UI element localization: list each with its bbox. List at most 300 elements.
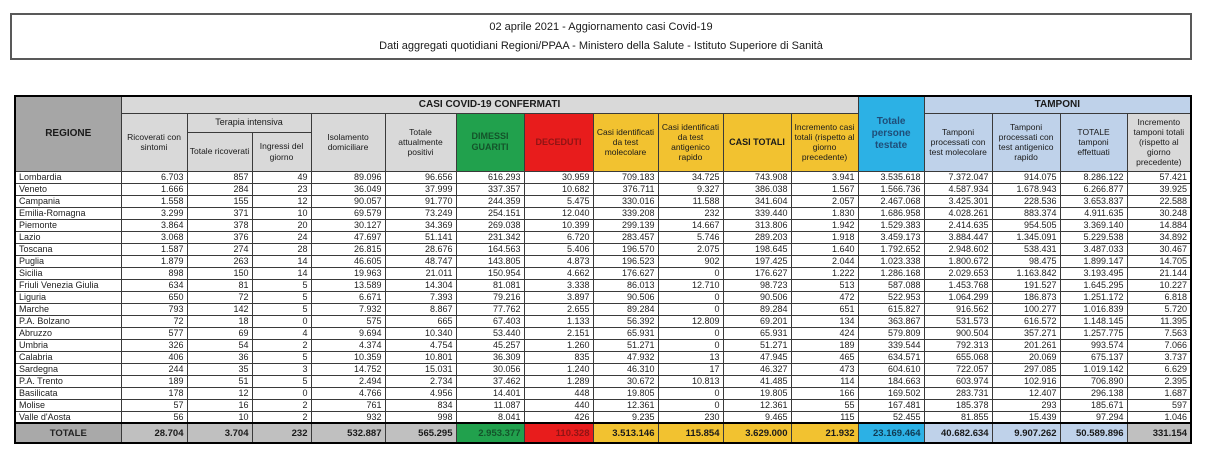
value-cell: 12.361 — [723, 399, 791, 411]
table-row — [15, 387, 1191, 399]
value-cell: 100.277 — [992, 303, 1060, 315]
value-cell: 89.284 — [723, 303, 791, 315]
value-cell: 49 — [252, 171, 311, 183]
value-cell: 0 — [658, 303, 723, 315]
value-cell: 448 — [524, 387, 593, 399]
value-cell: 0 — [658, 327, 723, 339]
table-row — [15, 183, 1191, 195]
value-cell: 56.392 — [593, 315, 658, 327]
value-cell: 1.686.958 — [858, 207, 924, 219]
value-cell: 834 — [385, 399, 456, 411]
value-cell: 4.956 — [385, 387, 456, 399]
value-cell: 30.248 — [1127, 207, 1191, 219]
header-band-casi-confermati: CASI COVID-19 CONFERMATI — [121, 96, 858, 113]
value-cell: 1.800.672 — [924, 255, 992, 267]
value-cell: 0 — [252, 387, 311, 399]
header-isolamento: Isolamento domiciliare — [311, 113, 385, 171]
value-cell: 35 — [187, 363, 252, 375]
value-cell: 993.574 — [1060, 339, 1127, 351]
value-cell: 30.959 — [524, 171, 593, 183]
value-cell: 3 — [252, 363, 311, 375]
value-cell: 1.023.338 — [858, 255, 924, 267]
value-cell: 98.723 — [723, 279, 791, 291]
value-cell: 89.284 — [593, 303, 658, 315]
value-cell: 1.286.168 — [858, 267, 924, 279]
value-cell: 604.610 — [858, 363, 924, 375]
header-terapia-intensiva: Terapia intensiva — [187, 113, 311, 132]
value-cell: 857 — [187, 171, 252, 183]
value-cell: 1.879 — [121, 255, 187, 267]
value-cell: 14.401 — [456, 387, 524, 399]
value-cell: 54 — [187, 339, 252, 351]
value-cell: 72 — [121, 315, 187, 327]
value-cell: 232 — [658, 207, 723, 219]
value-cell: 10.682 — [524, 183, 593, 195]
value-cell: 10 — [187, 411, 252, 423]
value-cell: 473 — [791, 363, 858, 375]
value-cell: 198.645 — [723, 243, 791, 255]
value-cell: 1.566.736 — [858, 183, 924, 195]
totale-value-cell: 331.154 — [1127, 423, 1191, 443]
value-cell: 34.725 — [658, 171, 723, 183]
value-cell: 577 — [121, 327, 187, 339]
value-cell: 72 — [187, 291, 252, 303]
table-row — [15, 315, 1191, 327]
totale-value-cell: 565.295 — [385, 423, 456, 443]
header-casi-totali: CASI TOTALI — [723, 113, 791, 171]
value-cell: 96.656 — [385, 171, 456, 183]
value-cell: 189 — [121, 375, 187, 387]
totale-value-cell: 21.932 — [791, 423, 858, 443]
value-cell: 616.572 — [992, 315, 1060, 327]
value-cell: 3.299 — [121, 207, 187, 219]
value-cell: 3.369.140 — [1060, 219, 1127, 231]
totale-value-cell: 3.513.146 — [593, 423, 658, 443]
value-cell: 339.208 — [593, 207, 658, 219]
value-cell: 81.081 — [456, 279, 524, 291]
value-cell: 9.235 — [593, 411, 658, 423]
value-cell: 24 — [252, 231, 311, 243]
value-cell: 883.374 — [992, 207, 1060, 219]
value-cell: 3.459.173 — [858, 231, 924, 243]
value-cell: 0 — [252, 315, 311, 327]
header-dimessi-guariti: DIMESSI GUARITI — [456, 113, 524, 171]
value-cell: 21.011 — [385, 267, 456, 279]
value-cell: 650 — [121, 291, 187, 303]
value-cell: 12.361 — [593, 399, 658, 411]
value-cell: 56 — [121, 411, 187, 423]
report-title: 02 aprile 2021 - Aggiornamento casi Covid-19 — [489, 21, 713, 34]
value-cell: 196.523 — [593, 255, 658, 267]
value-cell: 269.038 — [456, 219, 524, 231]
value-cell: 13 — [658, 351, 723, 363]
value-cell: 3.897 — [524, 291, 593, 303]
value-cell: 1.567 — [791, 183, 858, 195]
value-cell: 4.374 — [311, 339, 385, 351]
value-cell: 386.038 — [723, 183, 791, 195]
value-cell: 16 — [187, 399, 252, 411]
value-cell: 13.589 — [311, 279, 385, 291]
value-cell: 81.855 — [924, 411, 992, 423]
value-cell: 65.931 — [593, 327, 658, 339]
value-cell: 41.485 — [723, 375, 791, 387]
value-cell: 36.309 — [456, 351, 524, 363]
value-cell: 5.746 — [658, 231, 723, 243]
value-cell: 51.271 — [723, 339, 791, 351]
table-row — [15, 279, 1191, 291]
header-band-tamponi: TAMPONI — [924, 96, 1191, 113]
value-cell: 1.289 — [524, 375, 593, 387]
table-row — [15, 375, 1191, 387]
value-cell: 634 — [121, 279, 187, 291]
value-cell: 45.257 — [456, 339, 524, 351]
value-cell: 634.571 — [858, 351, 924, 363]
value-cell: 3.193.495 — [1060, 267, 1127, 279]
value-cell: 283.457 — [593, 231, 658, 243]
value-cell: 299.139 — [593, 219, 658, 231]
value-cell: 12.407 — [992, 387, 1060, 399]
value-cell: 531.573 — [924, 315, 992, 327]
value-cell: 2 — [252, 339, 311, 351]
header-persone-testate: Totale persone testate — [858, 96, 924, 171]
totale-value-cell: 115.854 — [658, 423, 723, 443]
value-cell: 10.813 — [658, 375, 723, 387]
value-cell: 4 — [252, 327, 311, 339]
totale-value-cell: 232 — [252, 423, 311, 443]
region-name: Liguria — [15, 291, 121, 303]
value-cell: 603.974 — [924, 375, 992, 387]
table-row — [15, 267, 1191, 279]
value-cell: 185.671 — [1060, 399, 1127, 411]
region-name: Marche — [15, 303, 121, 315]
value-cell: 5.720 — [1127, 303, 1191, 315]
value-cell: 18 — [187, 315, 252, 327]
value-cell: 11.087 — [456, 399, 524, 411]
value-cell: 14.752 — [311, 363, 385, 375]
value-cell: 8.286.122 — [1060, 171, 1127, 183]
value-cell: 835 — [524, 351, 593, 363]
value-cell: 46.327 — [723, 363, 791, 375]
value-cell: 26.815 — [311, 243, 385, 255]
region-name: Lombardia — [15, 171, 121, 183]
value-cell: 102.916 — [992, 375, 1060, 387]
value-cell: 2.151 — [524, 327, 593, 339]
value-cell: 5 — [252, 279, 311, 291]
value-cell: 115 — [791, 411, 858, 423]
header-totale-tamponi: TOTALE tamponi effettuati — [1060, 113, 1127, 171]
value-cell: 1.019.142 — [1060, 363, 1127, 375]
value-cell: 14.705 — [1127, 255, 1191, 267]
value-cell: 231.342 — [456, 231, 524, 243]
value-cell: 14 — [252, 255, 311, 267]
value-cell: 47.932 — [593, 351, 658, 363]
value-cell: 10.227 — [1127, 279, 1191, 291]
region-name: Umbria — [15, 339, 121, 351]
value-cell: 51.141 — [385, 231, 456, 243]
value-cell: 339.440 — [723, 207, 791, 219]
value-cell: 90.506 — [723, 291, 791, 303]
value-cell: 3.737 — [1127, 351, 1191, 363]
value-cell: 186.873 — [992, 291, 1060, 303]
value-cell: 39.925 — [1127, 183, 1191, 195]
value-cell: 11.395 — [1127, 315, 1191, 327]
value-cell: 9.327 — [658, 183, 723, 195]
header-tamponi-antigenico: Tamponi processati con test antigenico rapido — [992, 113, 1060, 171]
value-cell: 1.899.147 — [1060, 255, 1127, 267]
value-cell: 8.867 — [385, 303, 456, 315]
value-cell: 2.655 — [524, 303, 593, 315]
value-cell: 19.805 — [593, 387, 658, 399]
header-totale-ricoverati: Totale ricoverati — [187, 132, 252, 171]
value-cell: 28.676 — [385, 243, 456, 255]
value-cell: 184.663 — [858, 375, 924, 387]
value-cell: 2 — [252, 411, 311, 423]
table-row — [15, 171, 1191, 183]
region-name: Campania — [15, 195, 121, 207]
value-cell: 10.340 — [385, 327, 456, 339]
value-cell: 2 — [252, 399, 311, 411]
header-incremento-tamponi: Incremento tamponi totali (rispetto al giorno precedente) — [1127, 113, 1191, 171]
table-row — [15, 255, 1191, 267]
value-cell: 0 — [658, 267, 723, 279]
value-cell: 97.294 — [1060, 411, 1127, 423]
value-cell: 709.183 — [593, 171, 658, 183]
region-name: Sardegna — [15, 363, 121, 375]
value-cell: 191.527 — [992, 279, 1060, 291]
value-cell: 4.587.934 — [924, 183, 992, 195]
table-header — [15, 96, 1191, 171]
totale-row — [15, 423, 1191, 443]
value-cell: 37.999 — [385, 183, 456, 195]
value-cell: 472 — [791, 291, 858, 303]
value-cell: 11.588 — [658, 195, 723, 207]
value-cell: 53.440 — [456, 327, 524, 339]
value-cell: 914.075 — [992, 171, 1060, 183]
table-row — [15, 363, 1191, 375]
region-name: Molise — [15, 399, 121, 411]
value-cell: 9.465 — [723, 411, 791, 423]
value-cell: 69 — [187, 327, 252, 339]
value-cell: 655.068 — [924, 351, 992, 363]
value-cell: 371 — [187, 207, 252, 219]
table-row — [15, 243, 1191, 255]
value-cell: 2.075 — [658, 243, 723, 255]
value-cell: 79.216 — [456, 291, 524, 303]
table-row — [15, 339, 1191, 351]
totale-value-cell: 532.887 — [311, 423, 385, 443]
value-cell: 46.605 — [311, 255, 385, 267]
value-cell: 134 — [791, 315, 858, 327]
value-cell: 792.313 — [924, 339, 992, 351]
value-cell: 7.563 — [1127, 327, 1191, 339]
value-cell: 2.029.653 — [924, 267, 992, 279]
value-cell: 91.770 — [385, 195, 456, 207]
table-row — [15, 399, 1191, 411]
value-cell: 12.040 — [524, 207, 593, 219]
value-cell: 69.201 — [723, 315, 791, 327]
value-cell: 615.827 — [858, 303, 924, 315]
value-cell: 228.536 — [992, 195, 1060, 207]
value-cell: 793 — [121, 303, 187, 315]
region-name: Piemonte — [15, 219, 121, 231]
value-cell: 14 — [252, 267, 311, 279]
table-row — [15, 219, 1191, 231]
region-name: Emilia-Romagna — [15, 207, 121, 219]
totale-value-cell: 23.169.464 — [858, 423, 924, 443]
value-cell: 30.127 — [311, 219, 385, 231]
value-cell: 0 — [658, 399, 723, 411]
value-cell: 150.954 — [456, 267, 524, 279]
value-cell: 1.678.943 — [992, 183, 1060, 195]
value-cell: 57 — [121, 399, 187, 411]
value-cell: 230 — [658, 411, 723, 423]
value-cell: 330.016 — [593, 195, 658, 207]
value-cell: 513 — [791, 279, 858, 291]
header-casi-antigenico: Casi identificati da test antigenico rapido — [658, 113, 723, 171]
value-cell: 5 — [252, 291, 311, 303]
region-name: P.A. Trento — [15, 375, 121, 387]
header-ingressi-giorno: Ingressi del giorno — [252, 132, 311, 171]
value-cell: 89.096 — [311, 171, 385, 183]
value-cell: 1.240 — [524, 363, 593, 375]
region-name: Basilicata — [15, 387, 121, 399]
header-casi-molecolare: Casi identificati da test molecolare — [593, 113, 658, 171]
value-cell: 376.711 — [593, 183, 658, 195]
value-cell: 0 — [658, 387, 723, 399]
value-cell: 36 — [187, 351, 252, 363]
value-cell: 3.653.837 — [1060, 195, 1127, 207]
value-cell: 1.251.172 — [1060, 291, 1127, 303]
value-cell: 706.890 — [1060, 375, 1127, 387]
value-cell: 98.475 — [992, 255, 1060, 267]
value-cell: 19.963 — [311, 267, 385, 279]
value-cell: 176.627 — [723, 267, 791, 279]
table-body — [15, 171, 1191, 443]
region-name: Valle d'Aosta — [15, 411, 121, 423]
covid-data-table — [14, 95, 1192, 444]
value-cell: 15.439 — [992, 411, 1060, 423]
value-cell: 57.421 — [1127, 171, 1191, 183]
value-cell: 3.338 — [524, 279, 593, 291]
value-cell: 30.672 — [593, 375, 658, 387]
value-cell: 426 — [524, 411, 593, 423]
value-cell: 4.662 — [524, 267, 593, 279]
value-cell: 19.805 — [723, 387, 791, 399]
value-cell: 522.953 — [858, 291, 924, 303]
value-cell: 142 — [187, 303, 252, 315]
value-cell: 0 — [658, 339, 723, 351]
region-name: Sicilia — [15, 267, 121, 279]
value-cell: 6.703 — [121, 171, 187, 183]
value-cell: 283.731 — [924, 387, 992, 399]
value-cell: 357.271 — [992, 327, 1060, 339]
value-cell: 5 — [252, 375, 311, 387]
header-incremento-casi: Incremento casi totali (rispetto al giorno precedente) — [791, 113, 858, 171]
value-cell: 263 — [187, 255, 252, 267]
value-cell: 10.399 — [524, 219, 593, 231]
value-cell: 14.304 — [385, 279, 456, 291]
value-cell: 900.504 — [924, 327, 992, 339]
value-cell: 341.604 — [723, 195, 791, 207]
value-cell: 5 — [252, 303, 311, 315]
value-cell: 1.064.299 — [924, 291, 992, 303]
value-cell: 77.762 — [456, 303, 524, 315]
header-attualmente-positivi: Totale attualmente positivi — [385, 113, 456, 171]
value-cell: 326 — [121, 339, 187, 351]
value-cell: 2.467.068 — [858, 195, 924, 207]
value-cell: 4.911.635 — [1060, 207, 1127, 219]
value-cell: 7.932 — [311, 303, 385, 315]
totale-value-cell: 50.589.896 — [1060, 423, 1127, 443]
value-cell: 7.372.047 — [924, 171, 992, 183]
value-cell: 0 — [658, 291, 723, 303]
table-row — [15, 351, 1191, 363]
value-cell: 34.369 — [385, 219, 456, 231]
header-deceduti: DECEDUTI — [524, 113, 593, 171]
value-cell: 6.818 — [1127, 291, 1191, 303]
value-cell: 1.345.091 — [992, 231, 1060, 243]
value-cell: 1.918 — [791, 231, 858, 243]
value-cell: 378 — [187, 219, 252, 231]
value-cell: 28 — [252, 243, 311, 255]
value-cell: 3.941 — [791, 171, 858, 183]
value-cell: 898 — [121, 267, 187, 279]
value-cell: 1.163.842 — [992, 267, 1060, 279]
value-cell: 176.627 — [593, 267, 658, 279]
value-cell: 51.271 — [593, 339, 658, 351]
value-cell: 587.088 — [858, 279, 924, 291]
value-cell: 30.467 — [1127, 243, 1191, 255]
value-cell: 5.229.538 — [1060, 231, 1127, 243]
value-cell: 4.754 — [385, 339, 456, 351]
value-cell: 7.393 — [385, 291, 456, 303]
value-cell: 675.137 — [1060, 351, 1127, 363]
value-cell: 8.041 — [456, 411, 524, 423]
value-cell: 293 — [992, 399, 1060, 411]
value-cell: 2.734 — [385, 375, 456, 387]
totale-value-cell: 2.953.377 — [456, 423, 524, 443]
region-name: Abruzzo — [15, 327, 121, 339]
value-cell: 14.667 — [658, 219, 723, 231]
value-cell: 55 — [791, 399, 858, 411]
region-name: Friuli Venezia Giulia — [15, 279, 121, 291]
value-cell: 339.544 — [858, 339, 924, 351]
value-cell: 90.057 — [311, 195, 385, 207]
value-cell: 1.666 — [121, 183, 187, 195]
region-name: Veneto — [15, 183, 121, 195]
value-cell: 73.249 — [385, 207, 456, 219]
value-cell: 21.144 — [1127, 267, 1191, 279]
value-cell: 67.403 — [456, 315, 524, 327]
region-name: Puglia — [15, 255, 121, 267]
value-cell: 2.414.635 — [924, 219, 992, 231]
value-cell: 20.069 — [992, 351, 1060, 363]
value-cell: 12.710 — [658, 279, 723, 291]
value-cell: 761 — [311, 399, 385, 411]
value-cell: 6.720 — [524, 231, 593, 243]
value-cell: 5 — [252, 351, 311, 363]
totale-value-cell: 3.704 — [187, 423, 252, 443]
value-cell: 954.505 — [992, 219, 1060, 231]
value-cell: 189 — [791, 339, 858, 351]
report-subtitle: Dati aggregati quotidiani Regioni/PPAA - Ministero della Salute - Istituto Superiore di Sanità — [379, 39, 823, 52]
totale-value-cell: 9.907.262 — [992, 423, 1060, 443]
totale-value-cell: 28.704 — [121, 423, 187, 443]
value-cell: 10 — [252, 207, 311, 219]
table-row — [15, 291, 1191, 303]
value-cell: 244.359 — [456, 195, 524, 207]
value-cell: 289.203 — [723, 231, 791, 243]
